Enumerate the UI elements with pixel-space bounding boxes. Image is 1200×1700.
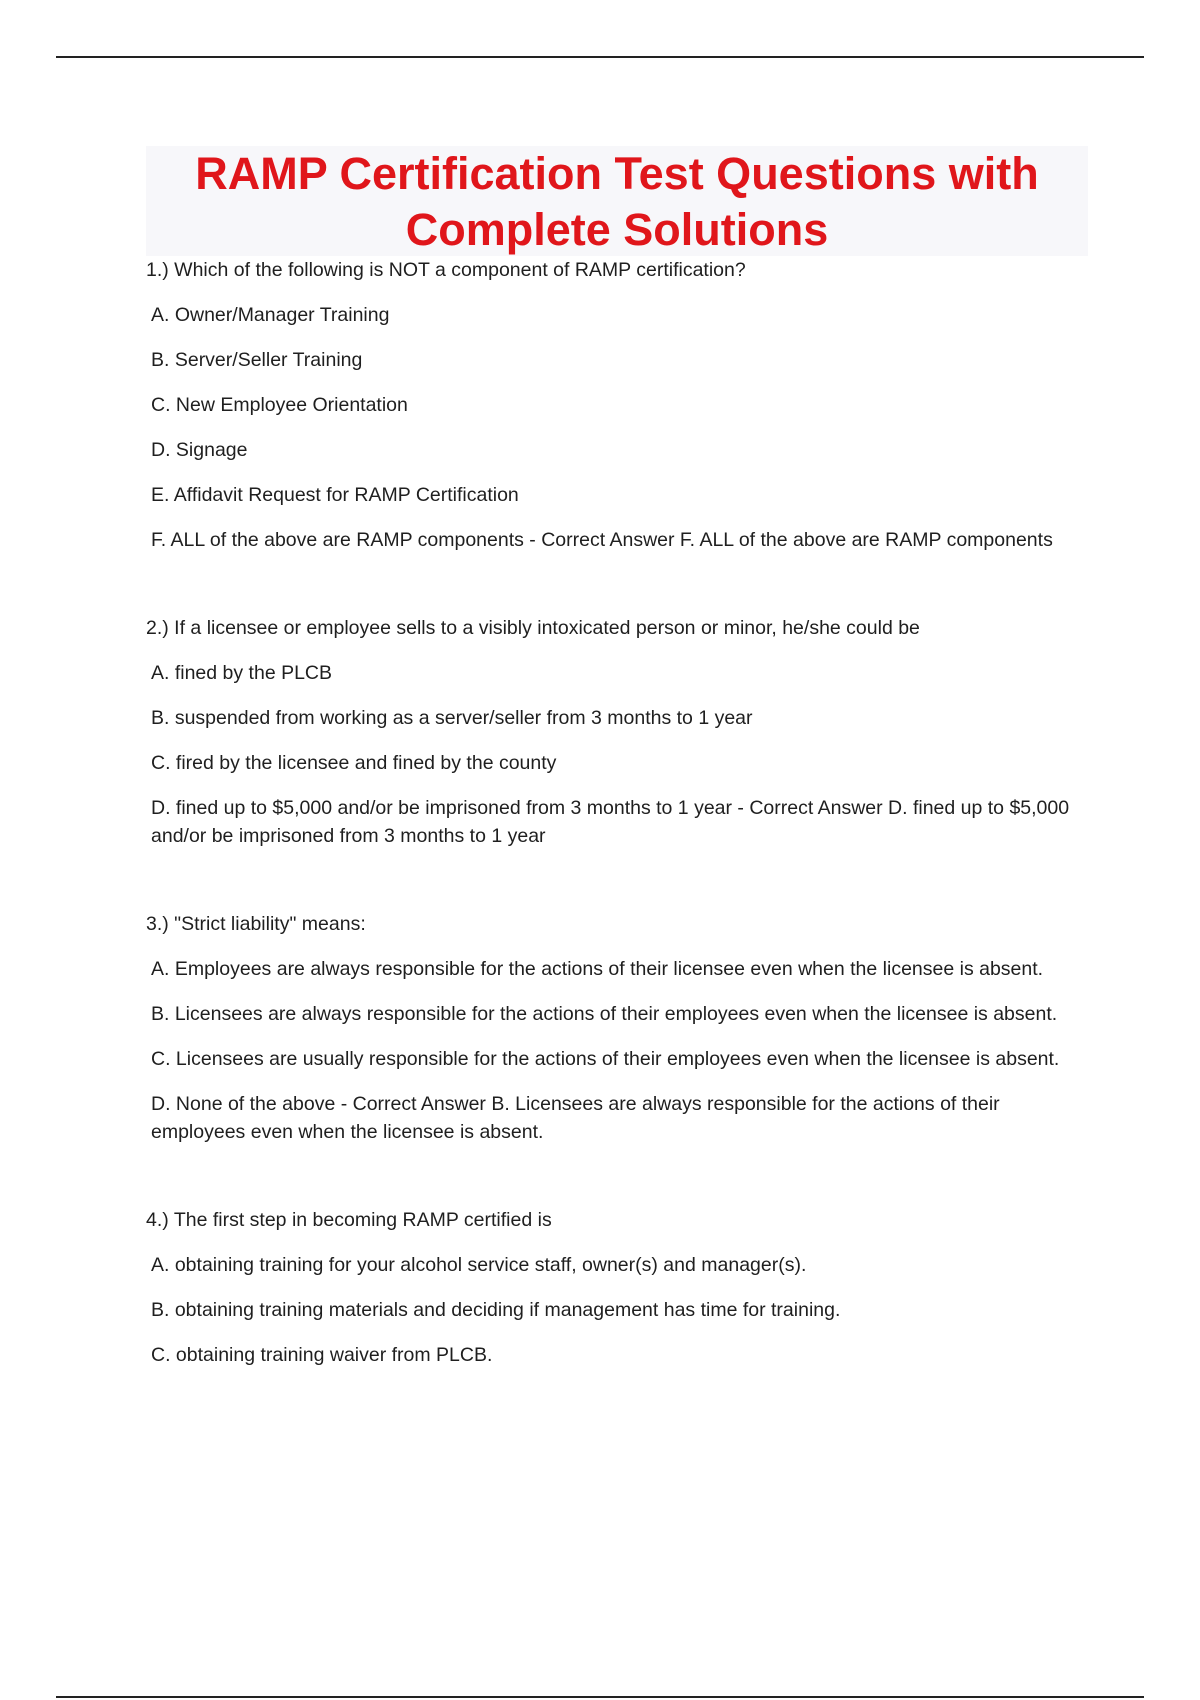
question-text: 1.) Which of the following is NOT a component of RAMP certification? [146, 259, 746, 281]
answer-option: A. fined by the PLCB [151, 662, 333, 684]
answer-option: B. Server/Seller Training [151, 349, 363, 371]
question-block-3 [146, 910, 1096, 1146]
answer-option: C. obtaining training waiver from PLCB. [151, 1344, 493, 1366]
title-banner [146, 146, 1088, 256]
answer-option: D. Signage [151, 439, 248, 461]
answer-option: B. obtaining training materials and deciding if management has time for training. [151, 1299, 841, 1321]
answer-option-correct: D. None of the above - Correct Answer B. Licensees are always responsible for the actions of their employees even when the licensee is absent. [151, 1093, 1000, 1143]
answer-option: E. Affidavit Request for RAMP Certification [151, 484, 519, 506]
question-text: 4.) The first step in becoming RAMP certified is [146, 1209, 552, 1231]
document-title: RAMP Certification Test Questions with Complete Solutions [195, 148, 1039, 255]
answer-option: A. Owner/Manager Training [151, 304, 390, 326]
bottom-rule [56, 1696, 1144, 1698]
answer-option: C. Licensees are usually responsible for the actions of their employees even when the licensee is absent. [151, 1048, 1060, 1070]
answer-option: C. New Employee Orientation [151, 394, 408, 416]
answer-option: A. obtaining training for your alcohol service staff, owner(s) and manager(s). [151, 1254, 807, 1276]
answer-option: B. suspended from working as a server/seller from 3 months to 1 year [151, 707, 753, 729]
answer-option: B. Licensees are always responsible for the actions of their employees even when the licensee is absent. [151, 1003, 1058, 1025]
answer-option-correct: D. fined up to $5,000 and/or be imprisoned from 3 months to 1 year - Correct Answer D. fined up to $5,000 and/or be imprisoned from 3 months to 1 year [151, 797, 1070, 847]
answer-option-correct: F. ALL of the above are RAMP components - Correct Answer F. ALL of the above are RAMP components [151, 529, 1053, 551]
question-block-4 [146, 1206, 1096, 1369]
question-block-1 [146, 256, 1096, 554]
question-block-2 [146, 614, 1096, 850]
document-body [146, 256, 1096, 1369]
top-rule [56, 56, 1144, 58]
answer-option: A. Employees are always responsible for the actions of their licensee even when the licensee is absent. [151, 958, 1044, 980]
question-text: 3.) "Strict liability" means: [146, 913, 366, 935]
question-text: 2.) If a licensee or employee sells to a visibly intoxicated person or minor, he/she could be [146, 617, 920, 639]
answer-option: C. fired by the licensee and fined by the county [151, 752, 557, 774]
